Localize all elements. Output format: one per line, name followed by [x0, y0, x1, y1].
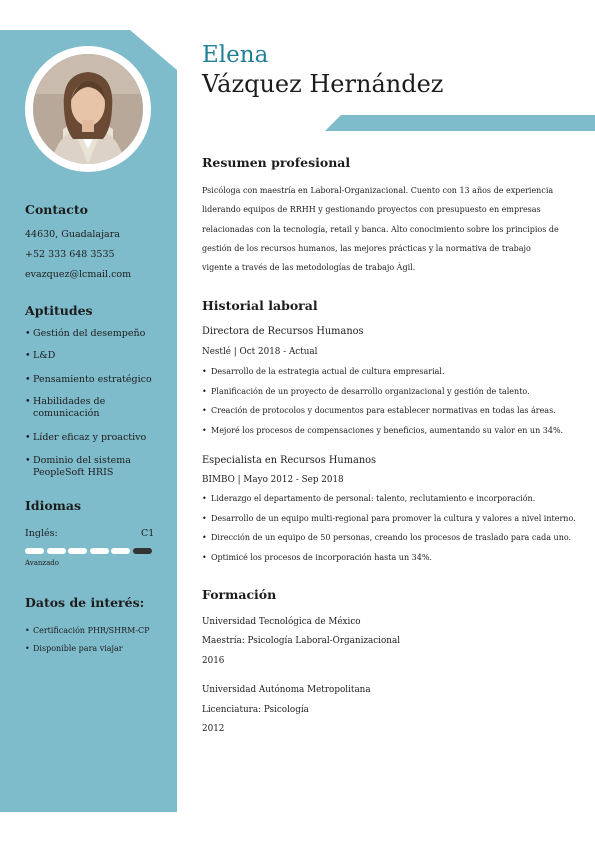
education-degree: Licenciatura: Psicología [202, 705, 309, 715]
language-level-segment [90, 548, 109, 554]
job-bullet: • Liderazgo el departamento de personal: talento, reclutamiento e incorporación. [202, 494, 536, 503]
language-level-segment [47, 548, 66, 554]
contact-phone[interactable]: +52 333 648 3535 [25, 249, 115, 260]
first-name: Elena [202, 42, 269, 68]
contact-email[interactable]: evazquez@lcmail.com [25, 269, 132, 280]
avatar [33, 54, 143, 164]
education-school: Universidad Autónoma Metropolitana [202, 685, 371, 695]
education-degree: Maestría: Psicología Laboral-Organizacional [202, 636, 401, 646]
language-name: Inglés: [25, 528, 58, 539]
job-company: Nestlé | Oct 2018 - Actual [202, 347, 318, 357]
contact-title: Contacto [25, 202, 88, 217]
education-title: Formación [202, 587, 277, 602]
job-bullet: • Desarrollo de la estrategia actual de cultura empresarial. [202, 367, 445, 376]
language-level-segment [111, 548, 130, 554]
job-role: Directora de Recursos Humanos [202, 326, 364, 337]
education-year: 2012 [202, 724, 225, 734]
job-bullet: • Creación de protocolos y documentos para establecer normativas en todas las áreas. [202, 406, 556, 415]
skill-item: • Gestión del desempeño [25, 328, 146, 339]
last-name: Vázquez Hernández [202, 70, 444, 98]
skill-item: • Pensamiento estratégico [25, 374, 152, 385]
interest-item: • Certificación PHR/SHRM-CP [25, 626, 150, 635]
job-bullet: • Desarrollo de un equipo multi-regional para promover la cultura y valores a nivel interno. [202, 514, 576, 523]
portrait-illustration [33, 54, 143, 164]
job-bullet: • Planificación de un proyecto de desarrollo organizacional y gestión de talento. [202, 387, 530, 396]
skills-title: Aptitudes [25, 303, 93, 318]
interests-title: Datos de interés: [25, 595, 145, 610]
job-bullet: • Optimicé los procesos de incorporación hasta un 34%. [202, 553, 432, 562]
summary-text: Psicóloga con maestría en Laboral-Organizacional. Cuento con 13 años de experiencia liderando equipos de RRHH y gestionando proyectos con presupuesto en empresas relacionadas con la tecnología, retail y banca. Alto conocimiento sobre los principios de gestión de los recursos humanos, las mejores prácticas y la normativa de trabajo vigente a través de las metodologías de trabajo Ágil. [202, 186, 559, 273]
skill-item: • Dominio del sistema PeopleSoft HRIS [25, 455, 131, 478]
skill-item: • Líder eficaz y proactivo [25, 432, 147, 443]
job-bullet: • Dirección de un equipo de 50 personas, creando los procesos de traslado para cada uno. [202, 533, 572, 542]
skill-item: • Habilidades de comunicación [25, 396, 106, 419]
job-bullet: • Mejoré los procesos de compensaciones y beneficios, aumentando su valor en un 34%. [202, 426, 564, 435]
language-level: C1 [141, 528, 155, 539]
language-caption: Avanzado [25, 559, 59, 567]
languages-title: Idiomas [25, 498, 82, 513]
work-title: Historial laboral [202, 298, 318, 313]
job-company: BIMBO | Mayo 2012 - Sep 2018 [202, 475, 344, 485]
summary-title: Resumen profesional [202, 155, 351, 170]
education-school: Universidad Tecnológica de México [202, 617, 361, 627]
header-accent-bar [325, 115, 595, 131]
job-role: Especialista en Recursos Humanos [202, 455, 377, 466]
language-level-segment [68, 548, 87, 554]
interest-item: • Disponible para viajar [25, 644, 123, 653]
education-year: 2016 [202, 656, 225, 666]
contact-city: 44630, Guadalajara [25, 229, 120, 240]
language-level-segment [25, 548, 44, 554]
skill-item: • L&D [25, 350, 56, 361]
language-level-segment [133, 548, 152, 554]
